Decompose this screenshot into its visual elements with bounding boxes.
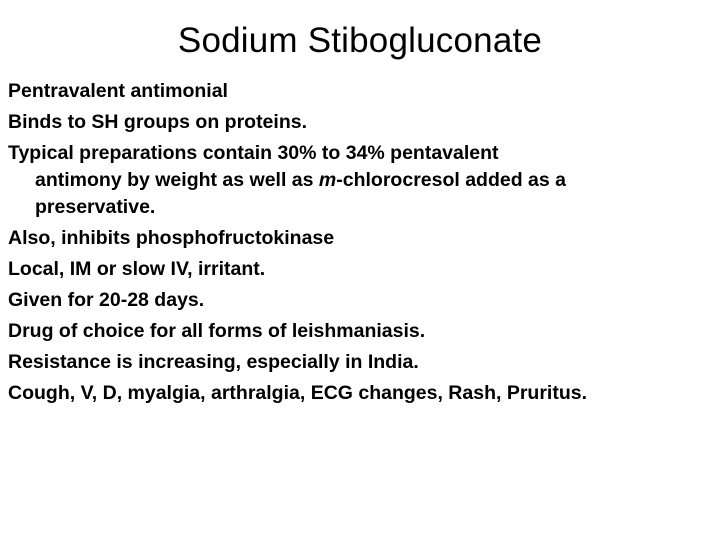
slide-title: Sodium Stibogluconate [177, 21, 543, 60]
bullet-item-side-effects: Cough, V, D, myalgia, arthralgia, ECG changes, Rash, Pruritus. [8, 382, 588, 404]
bullet-item-route: Local, IM or slow IV, irritant. [8, 258, 266, 280]
bullet-item-resistance: Resistance is increasing, especially in India. [8, 351, 419, 373]
bullet-line-2 [8, 167, 716, 194]
bullet-item-duration: Given for 20-28 days. [8, 289, 205, 311]
bullet-item-phosphofructokinase: Also, inhibits phosphofructokinase [8, 227, 335, 249]
bullet-line-2-start: antimony by weight as well as [35, 169, 319, 191]
bullet-line-3: preservative. [35, 196, 156, 218]
bullet-list [8, 78, 716, 411]
bullet-line-2-italic: m [318, 169, 337, 191]
bullet-item-drug-of-choice: Drug of choice for all forms of leishmaniasis. [8, 320, 426, 342]
bullet-line-1: Typical preparations contain 30% to 34% pentavalent [8, 142, 499, 164]
bullet-item-typical-preparations [8, 140, 716, 221]
bullet-line-2-end: -chlorocresol added as a [336, 169, 567, 191]
bullet-item-antimonial: Pentravalent antimonial [8, 80, 228, 102]
bullet-item-binds-sh-groups: Binds to SH groups on proteins. [8, 111, 307, 133]
